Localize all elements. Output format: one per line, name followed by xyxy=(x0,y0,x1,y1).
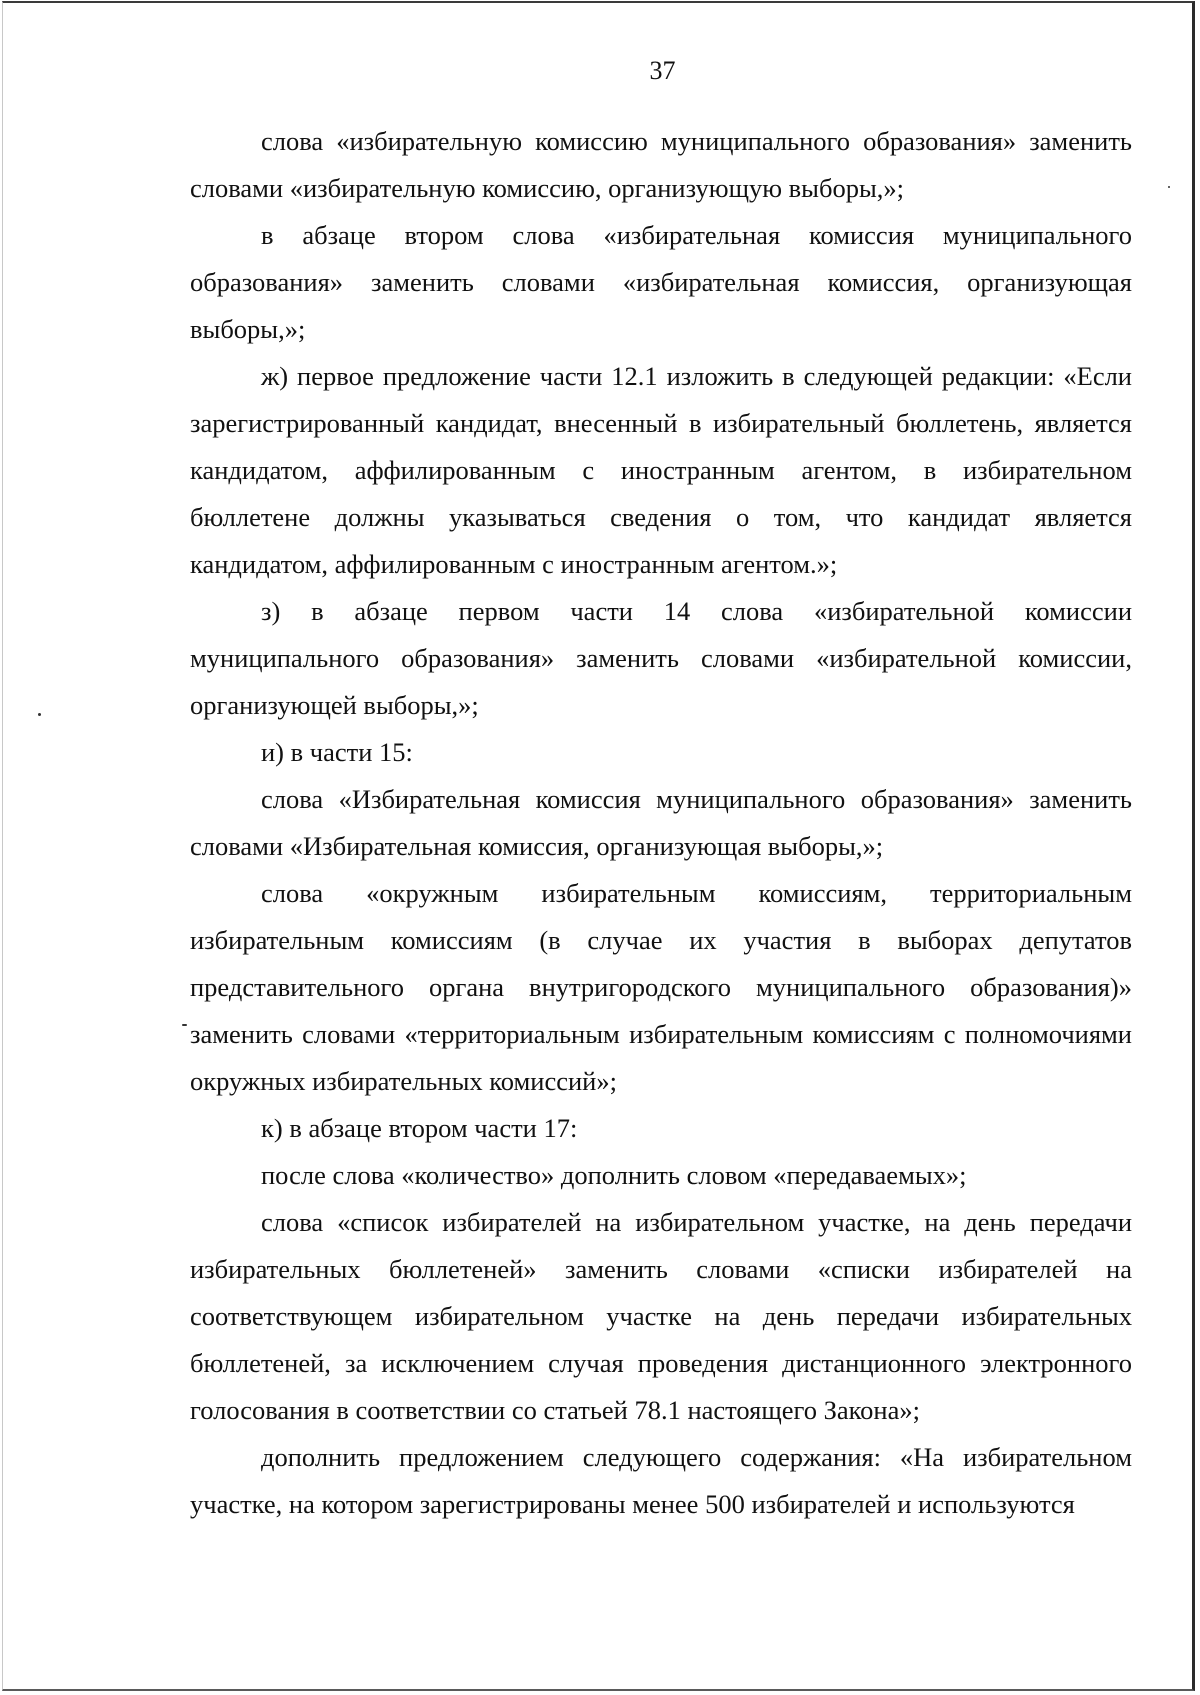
paragraph-11: дополнить предложением следующего содержания: «На избирательном участке, на котором зарегистрированы менее 500 избирателей и используются xyxy=(190,1442,1132,1519)
paragraph-6: слова «Избирательная комиссия муниципального образования» заменить словами «Избирательная комиссия, организующая выборы,»; xyxy=(190,784,1132,861)
paragraph-3: ж) первое предложение части 12.1 изложить в следующей редакции: «Если зарегистрированный кандидат, внесенный в избирательный бюллетень, является кандидатом, аффилированным с иностранным агентом, в избирательном бюллетене должны указываться сведения о том, что кандидат является кандидатом, аффилированным с иностранным агентом.»; xyxy=(190,361,1132,579)
scan-speck xyxy=(182,1024,187,1026)
paragraph-9: после слова «количество» дополнить словом «передаваемых»; xyxy=(261,1160,967,1190)
document-body xyxy=(190,118,1132,1528)
paragraph-8: к) в абзаце втором части 17: xyxy=(261,1113,578,1143)
paragraph-5: и) в части 15: xyxy=(261,737,413,767)
paragraph-10: слова «список избирателей на избирательном участке, на день передачи избирательных бюллетеней» заменить словами «списки избирателей на соответствующем избирательном участке на день передачи избирательных бюллетеней, за исключением случая проведения дистанционного электронного голосования в соответствии со статьей 78.1 настоящего Закона»; xyxy=(190,1207,1132,1425)
paragraph-1: слова «избирательную комиссию муниципального образования» заменить словами «избирательную комиссию, организующую выборы,»; xyxy=(190,126,1132,203)
scan-speck xyxy=(1168,186,1170,188)
page-number: 37 xyxy=(649,56,676,85)
paragraph-2: в абзаце втором слова «избирательная комиссия муниципального образования» заменить словами «избирательная комиссия, организующая выборы,»; xyxy=(190,220,1132,344)
scan-speck xyxy=(38,713,41,716)
paragraph-4: з) в абзаце первом части 14 слова «избирательной комиссии муниципального образования» заменить словами «избирательной комиссии, организующей выборы,»; xyxy=(190,596,1132,720)
paragraph-7: слова «окружным избирательным комиссиям, территориальным избирательным комиссиям (в случае их участия в выборах депутатов представительного органа внутригородского муниципального образования)» заменить словами «территориальным избирательным комиссиям с полномочиями окружных избирательных комиссий»; xyxy=(190,878,1132,1096)
